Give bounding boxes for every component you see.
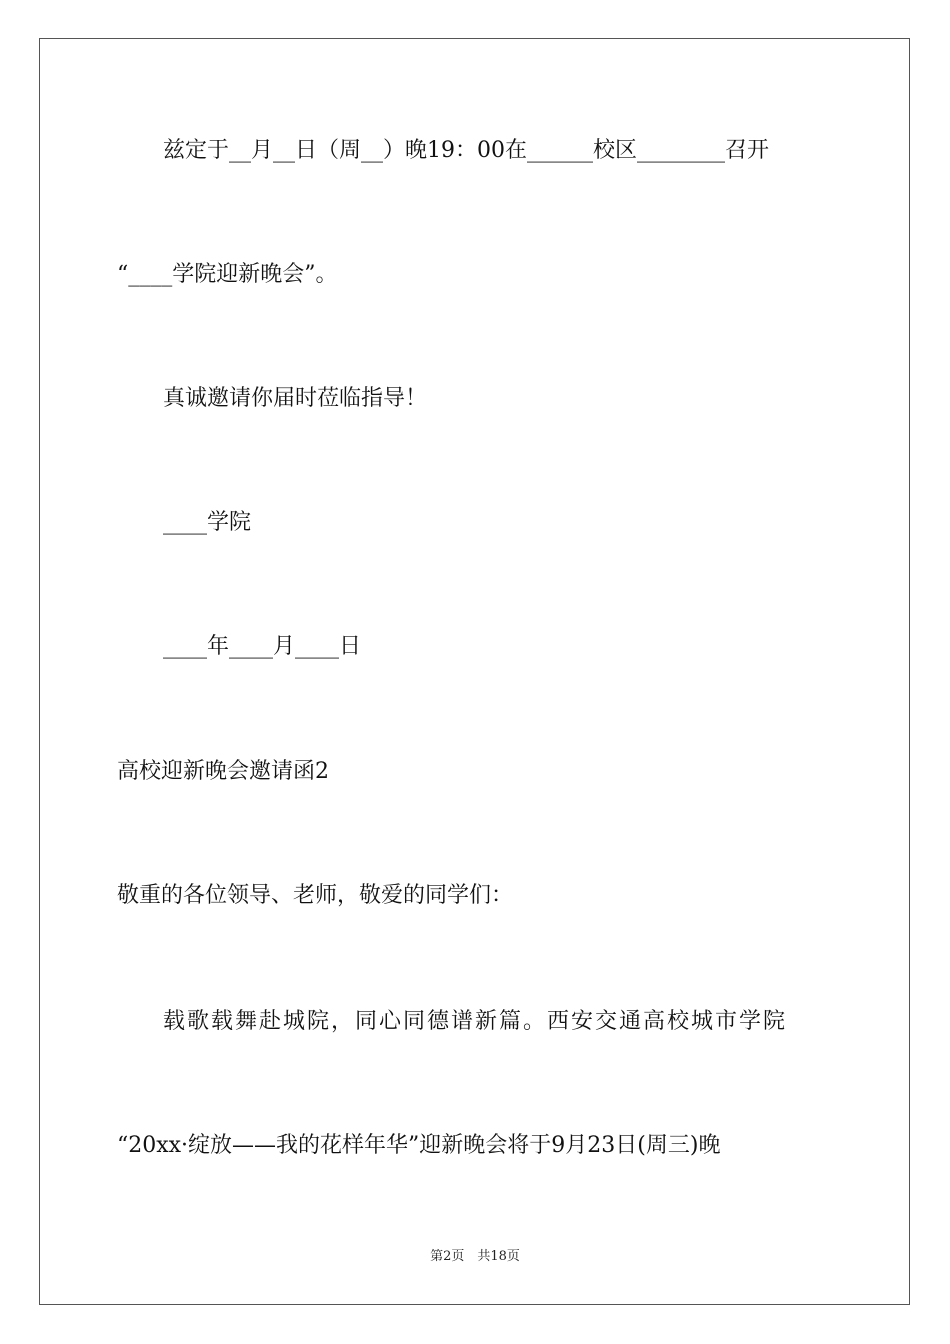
signature-date: ____年____月____日 [163,634,362,659]
body-line-event-name: “____学院迎新晚会”。 [117,262,338,287]
body-line-intro: 载歌载舞赴城院，同心同德谱新篇。西安交通高校城市学院 [163,1009,788,1034]
body-line-event-title: “20xx·绽放——我的花样年华”迎新晚会将于9月23日(周三)晚 [117,1133,721,1158]
page-frame [39,38,910,1305]
signature-college: ____学院 [163,510,252,535]
section-heading: 高校迎新晚会邀请函2 [117,759,329,784]
page-number-footer: 第2页 共18页 [430,1249,520,1264]
salutation: 敬重的各位领导、老师，敬爱的同学们： [117,883,514,908]
body-line-invitation: 真诚邀请你届时莅临指导！ [163,386,428,411]
body-line-date-venue: 兹定于__月__日（周__）晚19：00在______校区________召开 [163,138,769,163]
